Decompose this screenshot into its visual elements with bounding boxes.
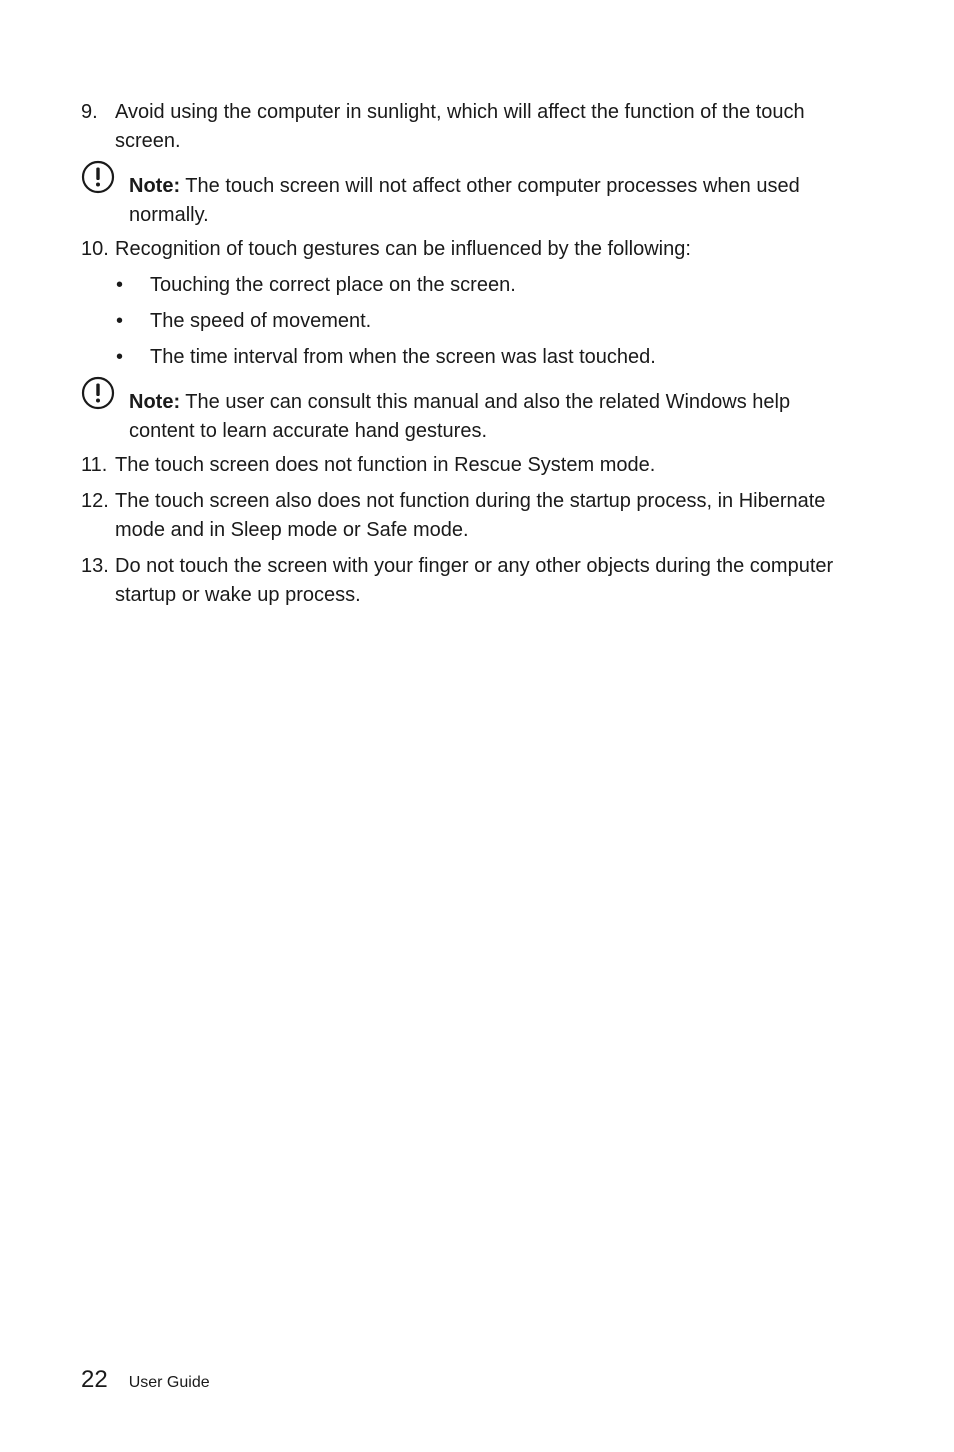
bullet-text: Touching the correct place on the screen.	[150, 274, 516, 296]
note-body: The touch screen will not affect other computer processes when used normally.	[129, 175, 800, 226]
exclamation-circle-icon	[81, 160, 129, 230]
list-number: 10.	[81, 238, 109, 260]
list-number: 12.	[81, 490, 109, 512]
list-item-13	[81, 552, 861, 610]
list-number: 11.	[81, 454, 108, 476]
list-item-11	[81, 451, 861, 480]
list-number: 9.	[81, 101, 98, 123]
exclamation-circle-icon	[81, 376, 129, 446]
list-item-12	[81, 487, 861, 545]
bullet-glyph: •	[116, 310, 124, 332]
list-text: Do not touch the screen with your finger or any other objects during the computer startup or wake up process.	[115, 555, 834, 606]
list-item-9	[81, 98, 861, 156]
list-text: Recognition of touch gestures can be influenced by the following:	[115, 238, 691, 260]
note-text	[129, 388, 861, 446]
bullet-glyph: •	[116, 346, 124, 368]
bullet-item	[115, 271, 861, 300]
bullet-list	[115, 271, 861, 372]
note-2	[81, 388, 861, 446]
bullet-glyph: •	[116, 274, 124, 296]
list-item-10	[81, 235, 861, 264]
bullet-item	[115, 307, 861, 336]
page-number: 22	[81, 1366, 108, 1393]
bullet-text: The speed of movement.	[150, 310, 372, 332]
list-text: The touch screen also does not function during the startup process, in Hibernate mode and in Sleep mode or Safe mode.	[115, 490, 826, 541]
note-1	[81, 172, 861, 230]
note-label: Note:	[129, 175, 181, 197]
list-text: Avoid using the computer in sunlight, which will affect the function of the touch screen.	[115, 101, 805, 152]
note-body: The user can consult this manual and also the related Windows help content to learn accurate hand gestures.	[129, 391, 791, 442]
document-title: User Guide	[128, 1374, 210, 1391]
page-content	[81, 98, 861, 617]
bullet-text: The time interval from when the screen was last touched.	[150, 346, 656, 368]
list-text: The touch screen does not function in Rescue System mode.	[115, 454, 656, 476]
page-footer	[81, 1366, 210, 1394]
list-number: 13.	[81, 555, 109, 577]
note-label: Note:	[129, 391, 181, 413]
bullet-item	[115, 343, 861, 372]
note-text	[129, 172, 861, 230]
